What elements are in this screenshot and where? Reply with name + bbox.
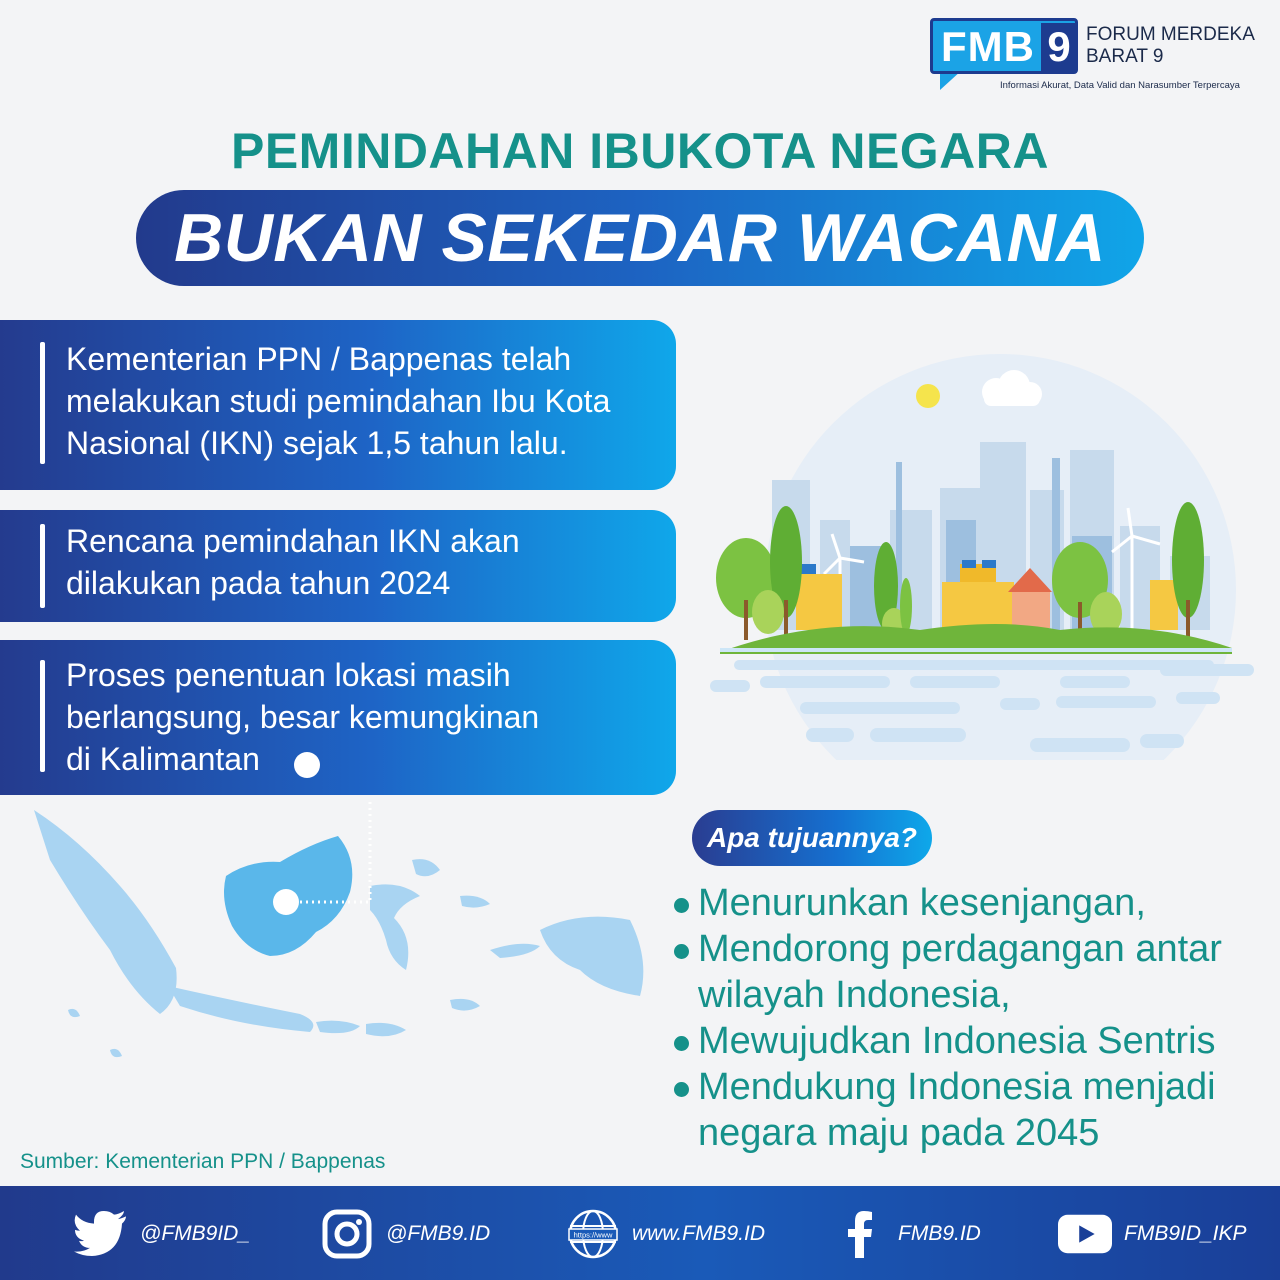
twitter-link[interactable] [74,1208,250,1260]
info-text: Kementerian PPN / Bappenas telah melakukan studi pemindahan Ibu Kota Nasional (IKN) sejak 1,5 tahun lalu. [66,341,611,461]
purpose-item: Mewujudkan Indonesia Sentris [670,1018,1270,1064]
org-name [1086,24,1255,68]
youtube-link[interactable] [1058,1208,1247,1260]
facebook-link[interactable] [832,1208,981,1260]
purpose-item: Menurunkan kesenjangan, [670,880,1270,926]
purpose-item: Mendukung Indonesia menjadi negara maju pada 2045 [670,1064,1270,1156]
twitter-handle: @FMB9ID_ [140,1222,251,1245]
website-link[interactable] [566,1208,765,1260]
org-name-line2: BARAT 9 [1086,46,1164,67]
logo-number: 9 [1041,23,1077,71]
twitter-icon [74,1208,128,1260]
source-note: Sumber: Kementerian PPN / Bappenas [20,1150,386,1173]
shore-line [720,648,1232,652]
info-accent-bar [40,524,45,608]
logo-badge [930,18,1078,74]
brand-tagline: Informasi Akurat, Data Valid dan Narasumber Terpercaya [1000,80,1240,91]
page-title: PEMINDAHAN IBUKOTA NEGARA [230,123,1050,179]
location-pin [273,889,299,915]
facebook-icon [832,1208,886,1260]
info-accent-bar [40,660,45,772]
logo-text: FMB [941,23,1035,70]
sun-icon [916,384,940,408]
instagram-link[interactable] [320,1208,490,1260]
info-box-study [0,320,676,490]
info-box-plan [0,510,676,622]
purpose-list [670,880,1270,1156]
purpose-item: Mendorong perdagangan antar wilayah Indonesia, [670,926,1270,1018]
globe-icon-text: https://www [573,1230,613,1240]
instagram-handle: @FMB9.ID [386,1222,491,1245]
info-text: Proses penentuan lokasi masih berlangsung, besar kemungkinan di Kalimantan [66,657,540,777]
info-accent-bar [40,342,45,464]
page-subtitle: BUKAN SEKEDAR WACANA [174,200,1106,276]
indonesia-map [20,800,660,1070]
org-name-line1: FORUM MERDEKA [1086,24,1255,45]
connector-dot [294,752,320,778]
youtube-channel: FMB9ID_IKP [1124,1222,1247,1245]
youtube-icon [1058,1208,1112,1260]
info-box-location [0,640,676,795]
green-city-illustration [700,330,1260,760]
info-text: Rencana pemindahan IKN akan dilakukan pada tahun 2024 [66,523,520,601]
brand-logo [930,18,1260,98]
instagram-icon [320,1208,374,1260]
website-url: www.FMB9.ID [632,1222,766,1245]
facebook-page: FMB9.ID [898,1222,981,1245]
globe-icon [566,1208,620,1260]
purpose-heading: Apa tujuannya? [692,810,932,866]
